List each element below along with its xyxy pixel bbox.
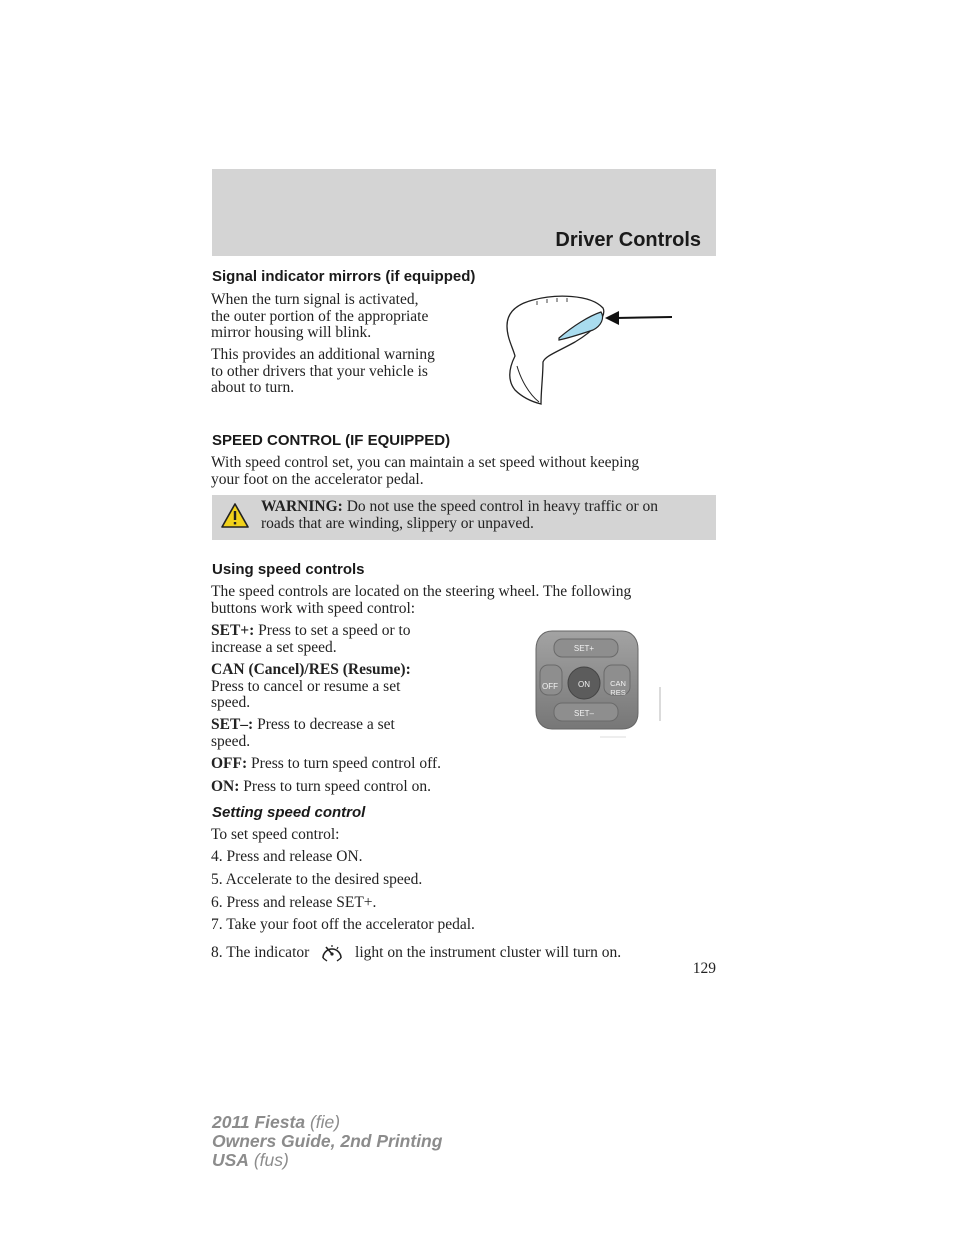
item-key: ON:	[211, 778, 240, 795]
item-set-plus	[211, 623, 411, 656]
switch-label-off: OFF	[542, 682, 558, 691]
mirror-illustration	[495, 290, 680, 410]
warning-triangle-icon	[220, 502, 250, 529]
text-line: The speed controls are located on the steering wheel. The following	[211, 583, 632, 600]
switch-label-can: CAN	[610, 679, 626, 688]
warning-box	[212, 495, 716, 540]
item-can-res	[211, 662, 411, 712]
using-intro	[211, 584, 631, 617]
step-5: 5. Accelerate to the desired speed.	[211, 871, 423, 888]
step-8-text-before: 8. The indicator	[211, 944, 310, 961]
switch-label-set-plus: SET+	[573, 644, 595, 653]
heading-using-speed-controls: Using speed controls	[212, 561, 365, 578]
text-line: the outer portion of the appropriate	[211, 307, 429, 325]
speed-control-intro	[211, 455, 639, 488]
item-key: CAN (Cancel)/RES (Resume):	[211, 661, 411, 678]
item-set-minus	[211, 717, 395, 750]
item-text: speed.	[211, 694, 251, 711]
step-8-text-after: light on the instrument cluster will turn on.	[355, 944, 622, 961]
text-line: This provides an additional warning	[211, 346, 435, 363]
footer-market-code: (fus)	[248, 1150, 289, 1170]
warning-text	[261, 499, 711, 532]
text-line: With speed control set, you can maintain a set speed without keeping	[211, 454, 640, 471]
item-text: Press to turn speed control off.	[247, 755, 442, 772]
step-4: 4. Press and release ON.	[211, 848, 363, 865]
speed-control-switch-illustration	[530, 625, 670, 740]
mirror-paragraph-1	[211, 292, 428, 342]
text-line: buttons work with speed control:	[211, 599, 416, 617]
item-text: Press to turn speed control on.	[239, 778, 431, 795]
section-header-band	[212, 169, 716, 256]
step-6: 6. Press and release SET+.	[211, 894, 377, 911]
item-on	[211, 779, 431, 796]
section-title: Driver Controls	[555, 229, 701, 251]
mirror-paragraph-2	[211, 347, 435, 397]
item-text: increase a set speed.	[211, 638, 337, 656]
switch-label-on: ON	[578, 680, 590, 689]
footer-guide-title: Owners Guide, 2nd Printing	[212, 1131, 443, 1151]
item-off	[211, 756, 441, 773]
footer-market: USA	[212, 1150, 249, 1170]
warning-label: WARNING:	[261, 498, 343, 515]
heading-setting-speed-control: Setting speed control	[212, 804, 366, 821]
heading-speed-control: SPEED CONTROL (IF EQUIPPED)	[212, 432, 451, 449]
item-text: Press to set a speed or to	[254, 622, 411, 639]
item-text: speed.	[211, 732, 251, 750]
item-key: SET+:	[211, 622, 255, 639]
step-7: 7. Take your foot off the accelerator pedal.	[211, 916, 475, 933]
speed-control-indicator-icon	[319, 941, 345, 963]
text-line: your foot on the accelerator pedal.	[211, 470, 424, 488]
text-line: about to turn.	[211, 379, 295, 396]
footer-publication-info	[212, 1113, 442, 1170]
item-text: Press to cancel or resume a set	[211, 677, 401, 695]
text-line: mirror housing will blink.	[211, 324, 372, 341]
item-key: OFF:	[211, 755, 248, 772]
footer-model: 2011 Fiesta	[212, 1112, 306, 1132]
page-number: 129	[692, 960, 716, 977]
warning-line1: Do not use the speed control in heavy traffic or on	[342, 498, 659, 515]
switch-label-res: RES	[610, 688, 626, 697]
setting-intro: To set speed control:	[211, 826, 340, 843]
footer-model-code: (fie)	[305, 1112, 341, 1132]
text-line: When the turn signal is activated,	[211, 291, 419, 308]
switch-label-set-minus: SET–	[573, 709, 595, 718]
text-line: to other drivers that your vehicle is	[211, 362, 428, 380]
warning-line2: roads that are winding, slippery or unpaved.	[261, 514, 534, 532]
step-8	[211, 941, 621, 963]
item-text: Press to decrease a set	[253, 716, 395, 733]
heading-signal-mirrors: Signal indicator mirrors (if equipped)	[212, 268, 476, 285]
item-key: SET–:	[211, 716, 254, 733]
